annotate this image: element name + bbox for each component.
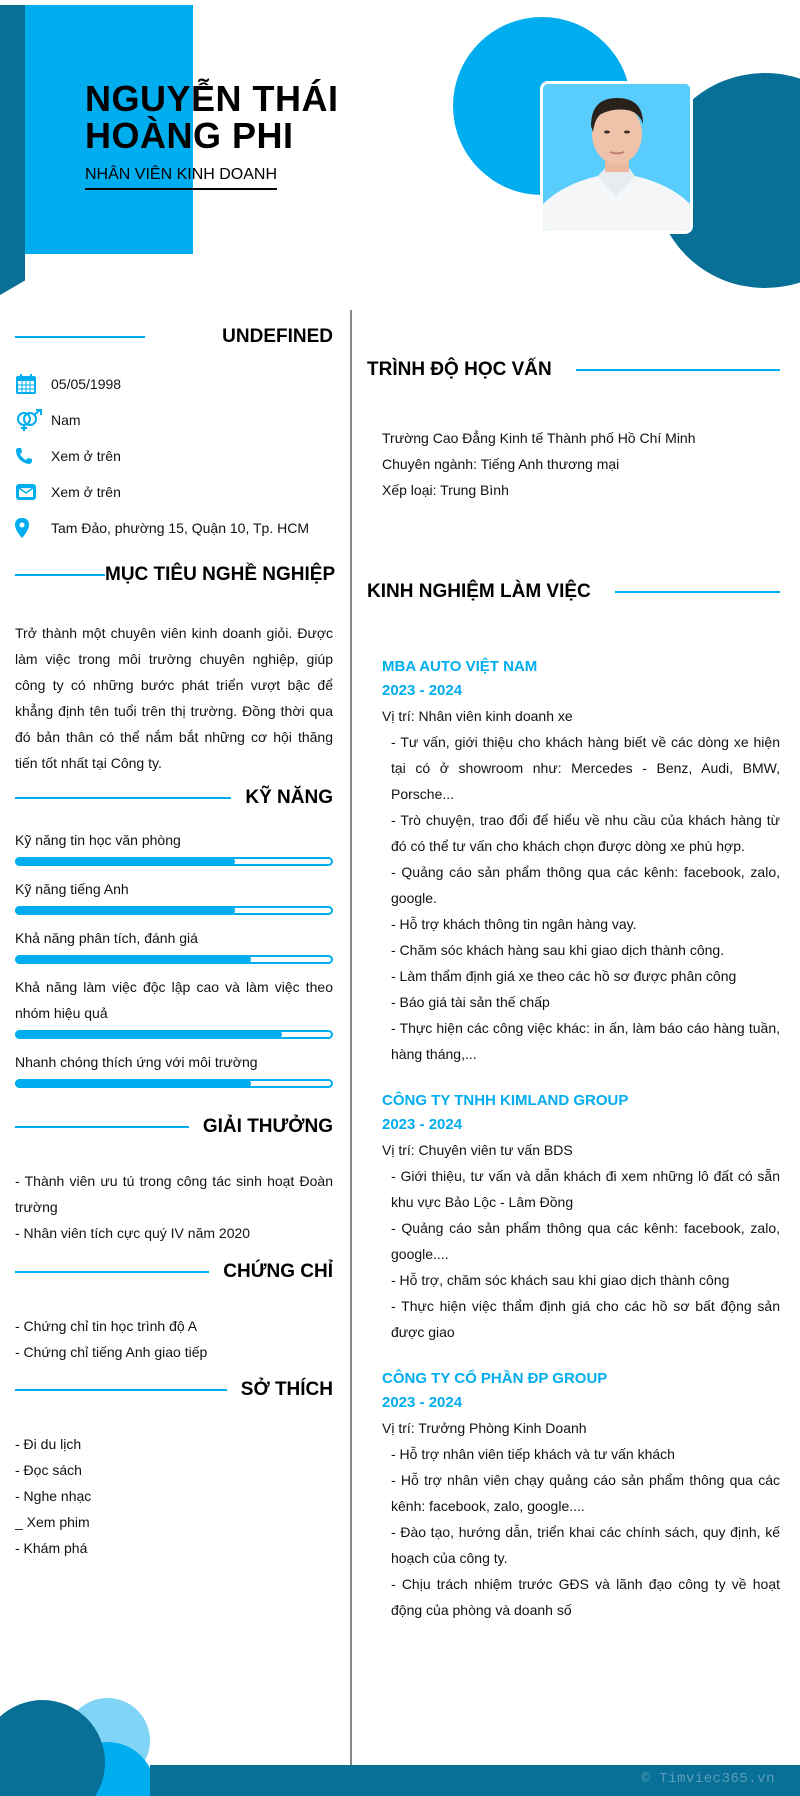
job-title: NHÂN VIÊN KINH DOANH bbox=[85, 166, 277, 190]
phone-icon bbox=[15, 447, 51, 465]
hobby-item: - Đi du lịch bbox=[15, 1436, 82, 1452]
skill-name: Nhanh chóng thích ứng với môi trường bbox=[15, 1054, 258, 1070]
skill-bar-fill bbox=[15, 906, 235, 915]
job-period: 2023 - 2024 bbox=[382, 682, 463, 699]
skill-bar-fill bbox=[15, 955, 251, 964]
skill-bar bbox=[15, 1030, 333, 1039]
job-duty: - Hỗ trợ nhân viên tiếp khách và tư vấn khách bbox=[391, 1446, 675, 1462]
skill-bar bbox=[15, 857, 333, 866]
name-block bbox=[85, 80, 485, 190]
section-title: KỸ NĂNG bbox=[245, 787, 333, 808]
certificate-item: - Chứng chỉ tin học trình độ A bbox=[15, 1318, 198, 1334]
job-entry bbox=[382, 1089, 780, 1345]
section-line bbox=[15, 336, 145, 338]
section-header bbox=[15, 783, 333, 813]
watermark: © Timviec365.vn bbox=[641, 1771, 775, 1787]
info-row-phone bbox=[15, 438, 333, 474]
skill-name: Khả năng làm việc độc lập cao và làm việc theo nhóm hiệu quả bbox=[15, 979, 333, 1021]
calendar-icon bbox=[15, 374, 51, 394]
personal-info-section bbox=[15, 322, 333, 546]
job-duty: - Trò chuyện, trao đổi để hiểu về nhu cầu của khách hàng từ đó có thể tư vấn cho khách chọn được dòng xe phù hợp. bbox=[391, 812, 780, 854]
hobby-item: _ Xem phim bbox=[15, 1514, 90, 1530]
school-name: Trường Cao Đẳng Kinh tế Thành phố Hồ Chí Minh bbox=[382, 430, 696, 446]
skill-item bbox=[15, 1049, 333, 1088]
award-item: - Thành viên ưu tú trong công tác sinh hoạt Đoàn trường bbox=[15, 1173, 333, 1215]
info-row-gender bbox=[15, 402, 333, 438]
major: Chuyên ngành: Tiếng Anh thương mại bbox=[382, 456, 620, 472]
skill-bar bbox=[15, 906, 333, 915]
job-position: Vị trí: Nhân viên kinh doanh xe bbox=[382, 708, 573, 724]
job-period: 2023 - 2024 bbox=[382, 1116, 463, 1133]
skills-section bbox=[15, 783, 333, 1098]
info-row-address bbox=[15, 510, 333, 546]
skill-bar-fill bbox=[15, 1030, 282, 1039]
job-duty: - Đào tạo, hướng dẫn, triển khai các chính sách, quy định, kế hoạch của công ty. bbox=[391, 1524, 780, 1566]
section-header bbox=[15, 1375, 333, 1405]
job-duty: - Chăm sóc khách hàng sau khi giao dịch thành công. bbox=[391, 942, 725, 958]
section-header bbox=[15, 322, 333, 352]
full-name: NGUYỄN THÁI HOÀNG PHI bbox=[85, 78, 339, 156]
section-line bbox=[576, 369, 780, 371]
column-divider bbox=[350, 310, 352, 1770]
job-duty: - Thực hiện việc thẩm định giá cho các hồ sơ bất động sản được giao bbox=[391, 1298, 780, 1340]
company-name: CÔNG TY TNHH KIMLAND GROUP bbox=[382, 1092, 629, 1109]
job-duty: - Hỗ trợ nhân viên chạy quảng cáo sản phẩm thông qua các kênh: facebook, zalo, google.... bbox=[391, 1472, 780, 1514]
skill-name: Khả năng phân tích, đánh giá bbox=[15, 930, 198, 946]
section-title: GIẢI THƯỞNG bbox=[202, 1116, 333, 1137]
section-header bbox=[15, 560, 336, 590]
section-title: SỞ THÍCH bbox=[240, 1379, 333, 1400]
portrait-icon bbox=[543, 84, 690, 231]
job-entry bbox=[382, 655, 780, 1067]
section-title: UNDEFINED bbox=[222, 326, 333, 347]
section-title: TRÌNH ĐỘ HỌC VẤN bbox=[367, 359, 552, 380]
skill-item bbox=[15, 974, 333, 1039]
info-row-email bbox=[15, 474, 333, 510]
job-duty: - Hỗ trợ khách thông tin ngân hàng vay. bbox=[391, 916, 637, 932]
birthday-value: 05/05/1998 bbox=[51, 376, 122, 392]
company-name: CÔNG TY CỔ PHẦN ĐP GROUP bbox=[382, 1370, 608, 1387]
awards-section bbox=[15, 1112, 333, 1246]
hobbies-section bbox=[15, 1375, 333, 1561]
company-name: MBA AUTO VIỆT NAM bbox=[382, 658, 538, 675]
section-line bbox=[15, 1389, 227, 1391]
grade: Xếp loại: Trung Bình bbox=[382, 482, 509, 498]
job-duty: - Hỗ trợ, chăm sóc khách sau khi giao dịch thành công bbox=[391, 1272, 730, 1288]
decor-dark-strip bbox=[0, 5, 25, 295]
section-header bbox=[15, 1257, 333, 1287]
job-duty: - Thực hiện các công việc khác: in ấn, làm báo cáo hàng tuần, hàng tháng,... bbox=[391, 1020, 780, 1062]
job-position: Vị trí: Chuyên viên tư vấn BDS bbox=[382, 1142, 573, 1158]
gender-value: Nam bbox=[51, 412, 81, 428]
award-item: - Nhân viên tích cực quý IV năm 2020 bbox=[15, 1225, 251, 1241]
hobby-item: - Đọc sách bbox=[15, 1462, 82, 1478]
gender-icon bbox=[15, 409, 51, 431]
objective-text: Trở thành một chuyên viên kinh doanh giỏi. Được làm việc trong môi trường chuyên nghiệp, giúp công ty có những bước phát triển vượt bậc để khẳng định tên tuổi trên thị trường. Đồng thời qua đó bản thân có thể nắm bắt những cơ hội thăng tiến tốt nhất tại Công ty. bbox=[15, 625, 333, 771]
skill-item bbox=[15, 925, 333, 964]
email-value: Xem ở trên bbox=[51, 484, 121, 500]
section-title: CHỨNG CHỈ bbox=[223, 1261, 333, 1282]
objective-section bbox=[15, 560, 336, 776]
job-duty: - Chịu trách nhiệm trước GĐS và lãnh đạo công ty về hoạt động của phòng và doanh số bbox=[391, 1576, 780, 1618]
job-duty: - Báo giá tài sản thế chấp bbox=[391, 994, 550, 1010]
section-line bbox=[15, 1126, 189, 1128]
section-title: KINH NGHIỆM LÀM VIỆC bbox=[367, 581, 591, 602]
email-icon bbox=[15, 483, 51, 501]
skill-bar bbox=[15, 955, 333, 964]
phone-value: Xem ở trên bbox=[51, 448, 121, 464]
section-line bbox=[15, 1271, 209, 1273]
certificate-item: - Chứng chỉ tiếng Anh giao tiếp bbox=[15, 1344, 208, 1360]
skill-bar-fill bbox=[15, 1079, 251, 1088]
job-duty: - Tư vấn, giới thiệu cho khách hàng biết về các dòng xe hiện tại có ở showroom như: Mercedes - Benz, Audi, BMW, Porsche... bbox=[391, 734, 780, 802]
profile-photo bbox=[540, 81, 693, 234]
experience-section bbox=[367, 577, 780, 1623]
job-position: Vị trí: Trưởng Phòng Kinh Doanh bbox=[382, 1420, 587, 1436]
job-duty: - Quảng cáo sản phẩm thông qua các kênh: facebook, zalo, google.... bbox=[391, 1220, 780, 1262]
section-header bbox=[367, 355, 780, 385]
certificates-section bbox=[15, 1257, 333, 1365]
job-entry bbox=[382, 1367, 780, 1623]
section-line bbox=[15, 574, 105, 576]
skill-item bbox=[15, 876, 333, 915]
skill-name: Kỹ năng tin học văn phòng bbox=[15, 832, 181, 848]
section-header bbox=[367, 577, 780, 607]
education-section bbox=[367, 355, 780, 503]
job-period: 2023 - 2024 bbox=[382, 1394, 463, 1411]
job-duty: - Giới thiệu, tư vấn và dẫn khách đi xem những lô đất có sẵn khu vực Bảo Lộc - Lâm Đồng bbox=[391, 1168, 780, 1210]
job-duty: - Làm thẩm định giá xe theo các hồ sơ được phân công bbox=[391, 968, 737, 984]
address-value: Tam Đảo, phường 15, Quận 10, Tp. HCM bbox=[51, 520, 309, 536]
info-row-birthday bbox=[15, 366, 333, 402]
skill-bar-fill bbox=[15, 857, 235, 866]
section-title: MỤC TIÊU NGHỀ NGHIỆP bbox=[105, 564, 336, 585]
skill-item bbox=[15, 827, 333, 866]
section-line bbox=[615, 591, 780, 593]
job-duty: - Quảng cáo sản phẩm thông qua các kênh: facebook, zalo, google. bbox=[391, 864, 780, 906]
location-icon bbox=[15, 518, 51, 538]
skill-bar bbox=[15, 1079, 333, 1088]
hobby-item: - Khám phá bbox=[15, 1540, 88, 1556]
hobby-item: - Nghe nhạc bbox=[15, 1488, 92, 1504]
skill-name: Kỹ năng tiếng Anh bbox=[15, 881, 129, 897]
section-header bbox=[15, 1112, 333, 1142]
section-line bbox=[15, 797, 231, 799]
